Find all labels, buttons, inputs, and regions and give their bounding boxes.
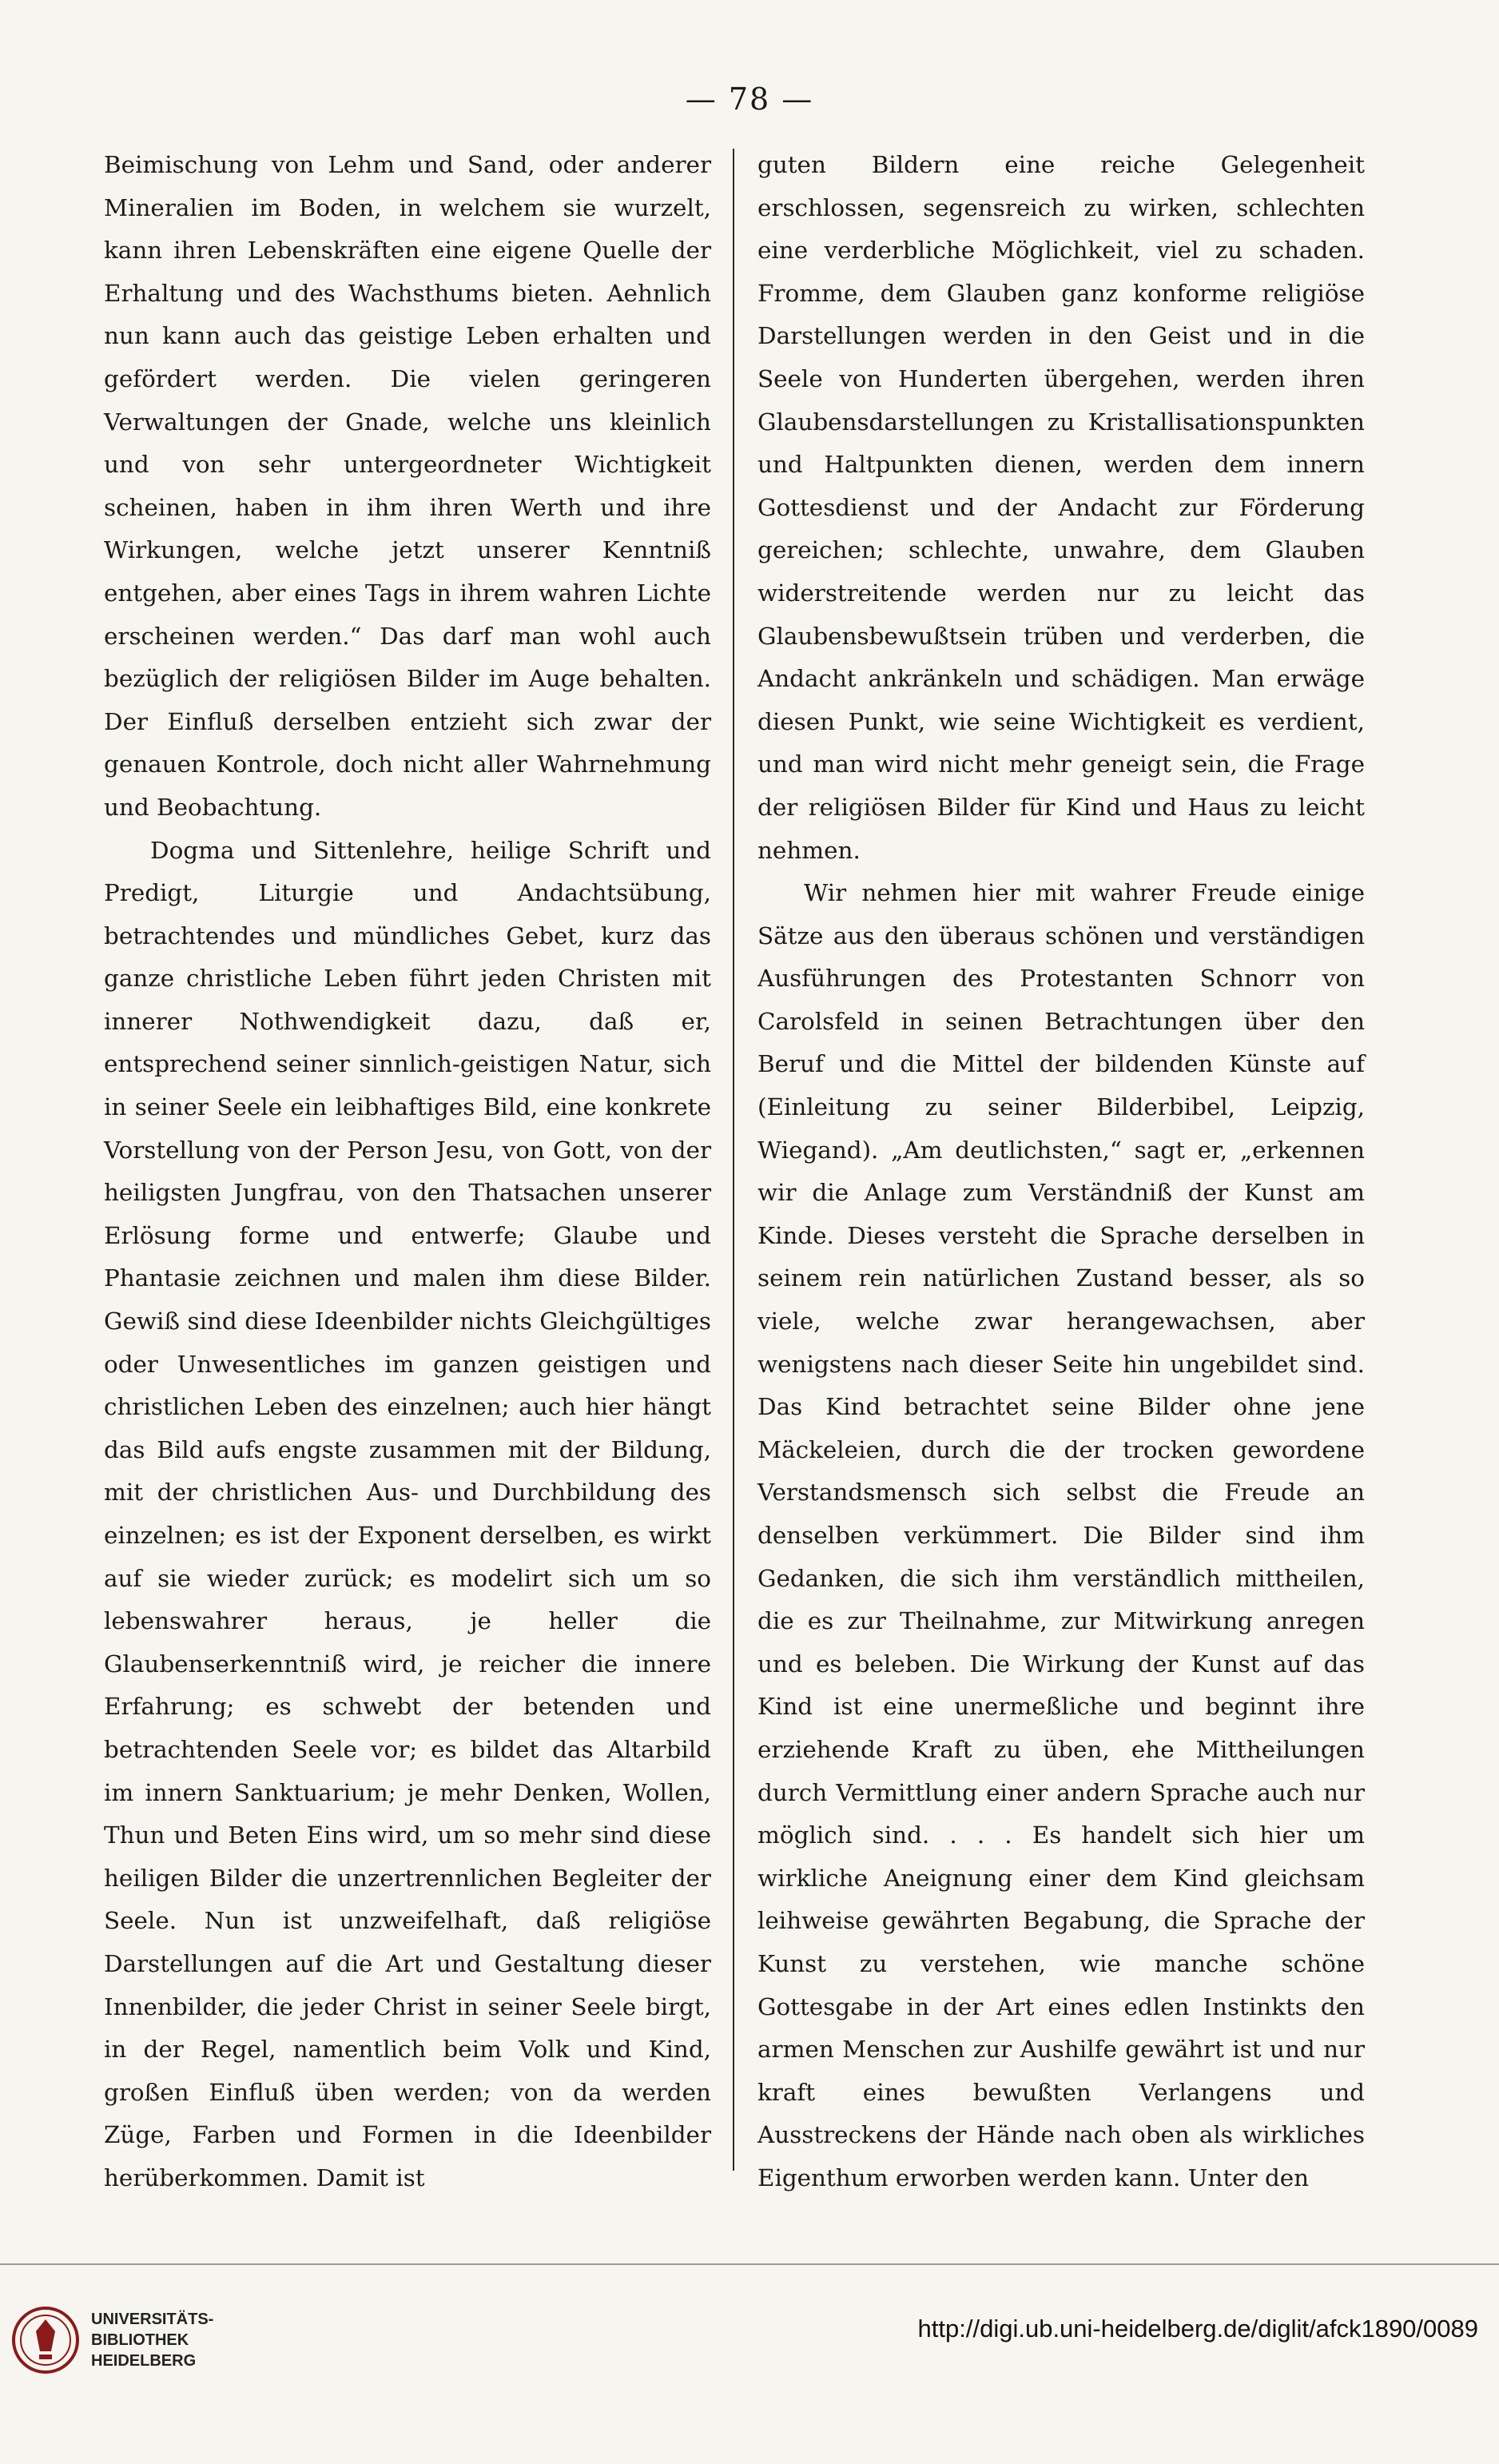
paragraph: Beimischung von Lehm und Sand, oder anderer Mineralien im Boden, in welchem sie wurzelt, kann ihren Lebenskräften eine eigene Quelle der Erhaltung und des Wachsthums bieten. Aehnlich nun kann auch das geistige Leben erhalten und gefördert werden. Die vielen geringeren Verwaltungen der Gnade, welche uns kleinlich und von sehr untergeordneter Wichtigkeit scheinen, haben in ihm ihren Werth und ihre Wirkungen, welche jetzt unserer Kenntniß entgehen, aber eines Tags in ihrem wahren Lichte erscheinen werden.“ Das darf man wohl auch bezüglich der religiösen Bilder im Auge behalten. Der Einfluß derselben entzieht sich zwar der genauen Kontrole, doch nicht aller Wahrnehmung und Beobachtung. [104,151,711,821]
library-name-line: UNIVERSITÄTS- [91,2311,214,2328]
seal-icon [10,2295,82,2385]
text-column-right [757,144,1365,2191]
library-name-line: HEIDELBERG [91,2352,197,2370]
library-name-line: BIBLIOTHEK [91,2331,189,2349]
text-column-left [104,144,711,2191]
paragraph: guten Bildern eine reiche Gelegenheit erschlossen, segensreich zu wirken, schlechten eine verderbliche Möglichkeit, viel zu schaden. Fromme, dem Glauben ganz konforme religiöse Darstellungen werden in den Geist und in die Seele von Hunderten übergehen, werden ihren Glaubensdarstellungen zu Kristallisationspunkten und Haltpunkten dienen, werden dem innern Gottesdienst und der Andacht zur Förderung gereichen; schlechte, unwahre, dem Glauben widerstreitende werden nur zu leicht das Glaubensbewußtsein trüben und verderben, die Andacht ankränkeln und schädigen. Man erwäge diesen Punkt, wie seine Wichtigkeit es verdient, und man wird nicht mehr geneigt sein, die Frage der religiösen Bilder für Kind und Haus zu leicht nehmen. [757,151,1365,864]
footer-divider [0,2263,1499,2265]
paragraph: Dogma und Sittenlehre, heilige Schrift und Predigt, Liturgie und Andachtsübung, betrachtendes und mündliches Gebet, kurz das ganze christliche Leben führt jeden Christen mit innerer Nothwendigkeit dazu, daß er, entsprechend seiner sinnlich-geistigen Natur, sich in seiner Seele ein leibhaftiges Bild, eine konkrete Vorstellung von der Person Jesu, von Gott, von der heiligsten Jungfrau, von den Thatsachen unserer Erlösung forme und entwerfe; Glaube und Phantasie zeichnen und malen ihm diese Bilder. Gewiß sind diese Ideenbilder nichts Gleichgültiges oder Unwesentliches im ganzen geistigen und christlichen Leben des einzelnen; auch hier hängt das Bild aufs engste zusammen mit der Bildung, mit der christlichen Aus- und Durchbildung des einzelnen; es ist der Exponent derselben, es wirkt auf sie wieder zurück; es modelirt sich um so lebenswahrer heraus, je heller die Glaubenserkenntniß wird, je reicher die innere Erfahrung; es schwebt der betenden und betrachtenden Seele vor; es bildet das Altarbild im innern Sanktuarium; je mehr Denken, Wollen, Thun und Beten Eins wird, um so mehr sind diese heiligen Bilder die unzertrennlichen Begleiter der Seele. Nun ist unzweifelhaft, daß religiöse Darstellungen auf die Art und Gestaltung dieser Innenbilder, die jeder Christ in seiner Seele birgt, in der Regel, namentlich beim Volk und Kind, großen Einfluß üben werden; von da werden Züge, Farben und Formen in die Ideenbilder herüberkommen. Damit ist [104,836,711,2191]
library-name [91,2309,213,2371]
paragraph: Wir nehmen hier mit wahrer Freude einige Sätze aus den überaus schönen und verständigen Ausführungen des Protestanten Schnorr von Carolsfeld in seinen Betrachtungen über den Beruf und die Mittel der bildenden Künste auf (Einleitung zu seiner Bilderbibel, Leipzig, Wiegand). „Am deutlichsten,“ sagt er, „erkennen wir die Anlage zum Verständniß der Kunst am Kinde. Dieses versteht die Sprache derselben in seinem rein natürlichen Zustand besser, als so viele, welche zwar herangewachsen, aber wenigstens nach dieser Seite hin ungebildet sind. Das Kind betrachtet seine Bilder ohne jene Mäckeleien, durch die der trocken gewordene Verstandsmensch sich selbst die Freude an denselben verkümmert. Die Bilder sind ihm Gedanken, die sich ihm verständlich mittheilen, die es zur Theilnahme, zur Mitwirkung anregen und es beleben. Die Wirkung der Kunst auf das Kind ist eine unermeßliche und beginnt ihre erziehende Kraft zu üben, ehe Mittheilungen durch Vermittlung einer andern Sprache auch nur möglich sind. . . . Es handelt sich hier um wirkliche Aneignung einer dem Kind gleichsam leihweise gewährten Begabung, die Sprache der Kunst zu verstehen, wie manche schöne Gottesgabe in der Art eines edlen Instinkts den armen Menschen zur Aushilfe gewährt ist und nur kraft eines bewußten Verlangens und Ausstreckens der Hände nach oben als wirkliches Eigenthum erworben werden kann. Unter den [757,879,1365,2191]
page-number: — 78 — [685,82,814,117]
library-logo [10,2295,213,2385]
column-divider [733,149,734,2171]
source-url-link[interactable]: http://digi.ub.uni-heidelberg.de/diglit/afck1890/0089 [917,2315,1478,2343]
